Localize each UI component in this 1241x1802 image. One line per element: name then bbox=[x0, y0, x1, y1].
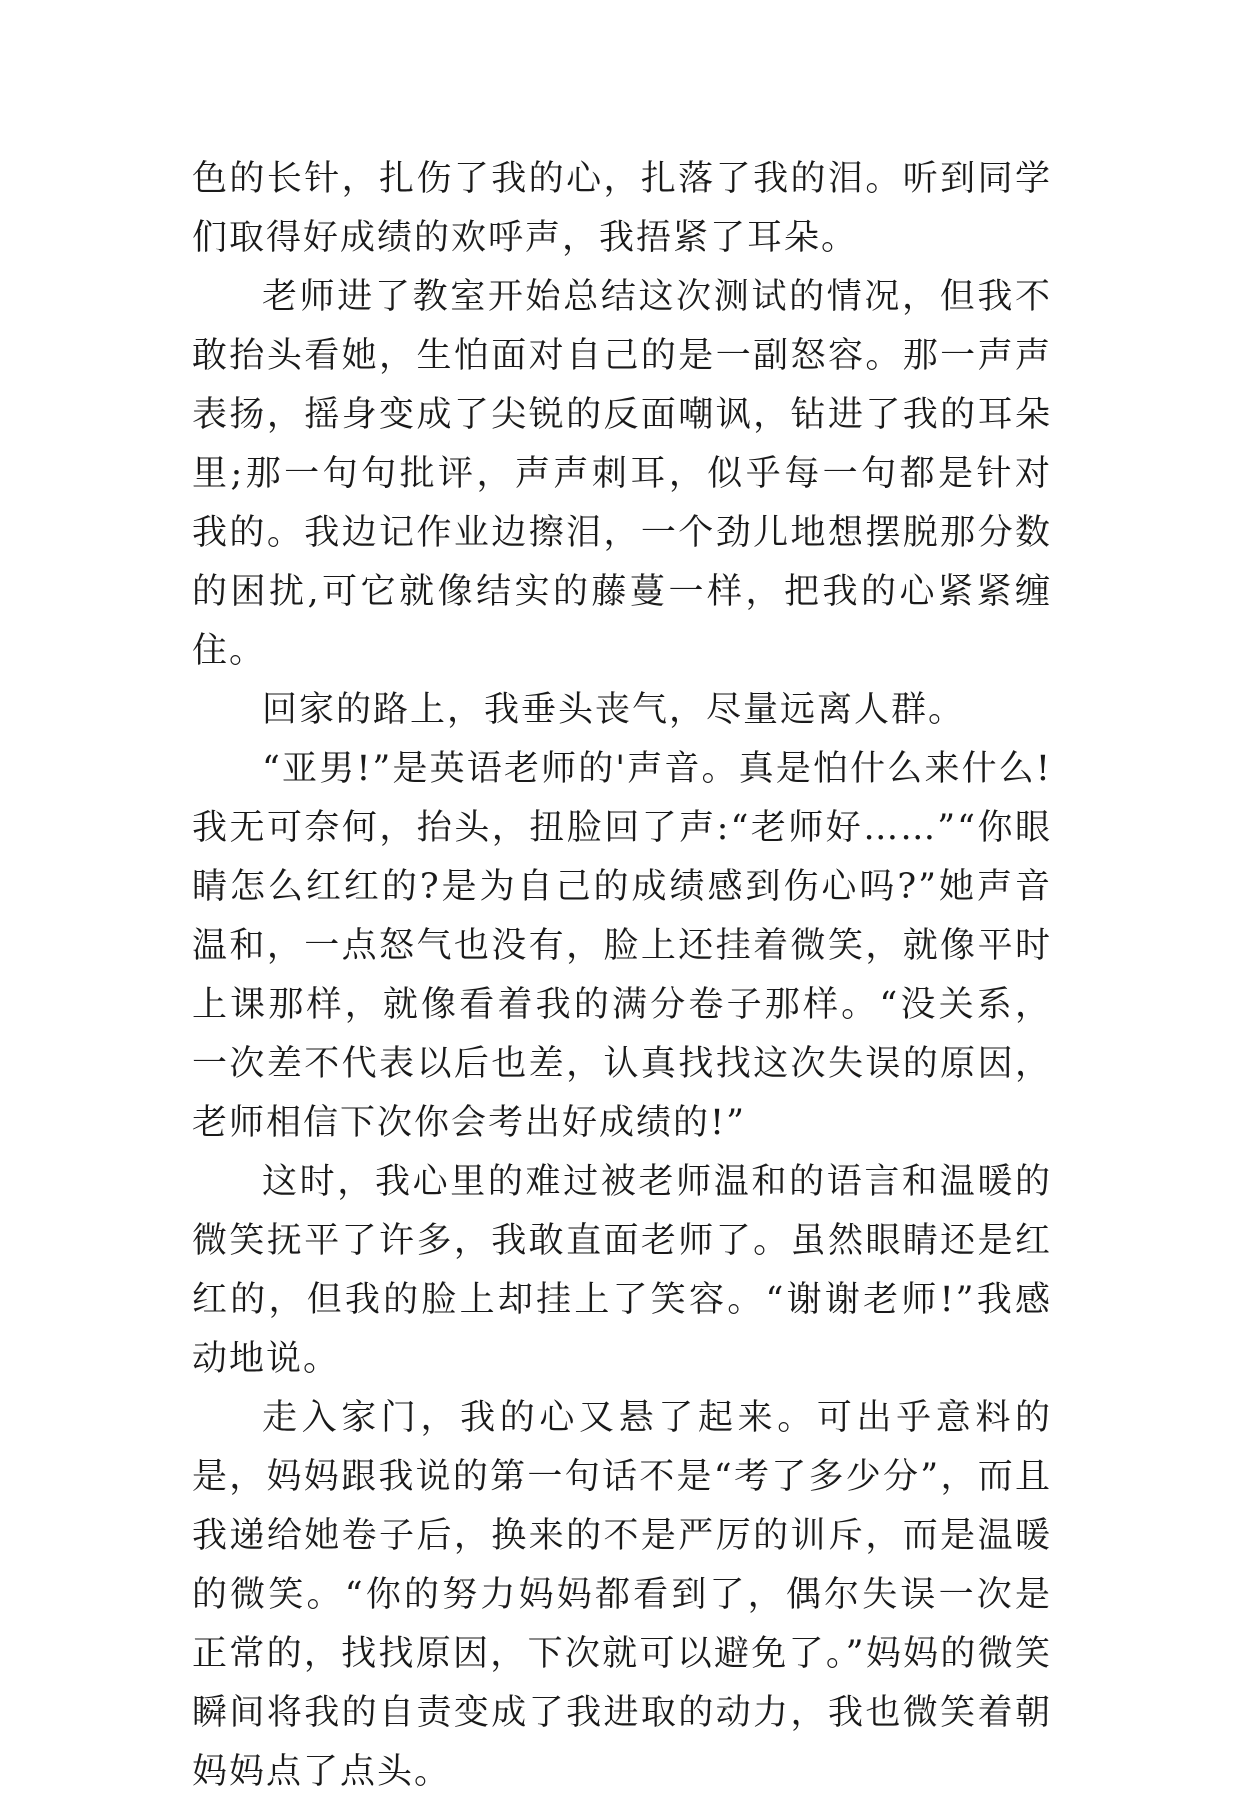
paragraph-3: 回家的路上，我垂头丧气，尽量远离人群。 bbox=[262, 690, 966, 730]
essay-body bbox=[192, 150, 1052, 1802]
paragraph-4: “亚男!”是英语老师的'声音。真是怕什么来什么!我无可奈何，抬头，扭脸回了声:“老师好……”“你眼睛怎么红红的?是为自己的成绩感到伤心吗?”她声音温和，一点怒气也没有，脸上还挂着微笑，就像平时上课那样，就像看着我的满分卷子那样。“没关系，一次差不代表以后也差，认真找找这次失误的原因，老师相信下次你会考出好成绩的!” bbox=[192, 749, 1052, 1143]
paragraph-5: 这时，我心里的难过被老师温和的语言和温暖的微笑抚平了许多，我敢直面老师了。虽然眼睛还是红红的，但我的脸上却挂上了笑容。“谢谢老师!”我感动地说。 bbox=[192, 1162, 1052, 1379]
paragraph-6: 走入家门，我的心又悬了起来。可出乎意料的是，妈妈跟我说的第一句话不是“考了多少分”，而且我递给她卷子后，换来的不是严厉的训斥，而是温暖的微笑。“你的努力妈妈都看到了，偶尔失误一次是正常的，找找原因，下次就可以避免了。”妈妈的微笑瞬间将我的自责变成了我进取的动力，我也微笑着朝妈妈点了点头。 bbox=[192, 1398, 1052, 1792]
paragraph-1: 色的长针，扎伤了我的心，扎落了我的泪。听到同学们取得好成绩的欢呼声，我捂紧了耳朵。 bbox=[192, 159, 1052, 258]
paragraph-2: 老师进了教室开始总结这次测试的情况，但我不敢抬头看她，生怕面对自己的是一副怒容。那一声声表扬，摇身变成了尖锐的反面嘲讽，钻进了我的耳朵里;那一句句批评，声声刺耳，似乎每一句都是针对我的。我边记作业边擦泪，一个劲儿地想摆脱那分数的困扰,可它就像结实的藤蔓一样，把我的心紧紧缠住。 bbox=[192, 277, 1052, 671]
